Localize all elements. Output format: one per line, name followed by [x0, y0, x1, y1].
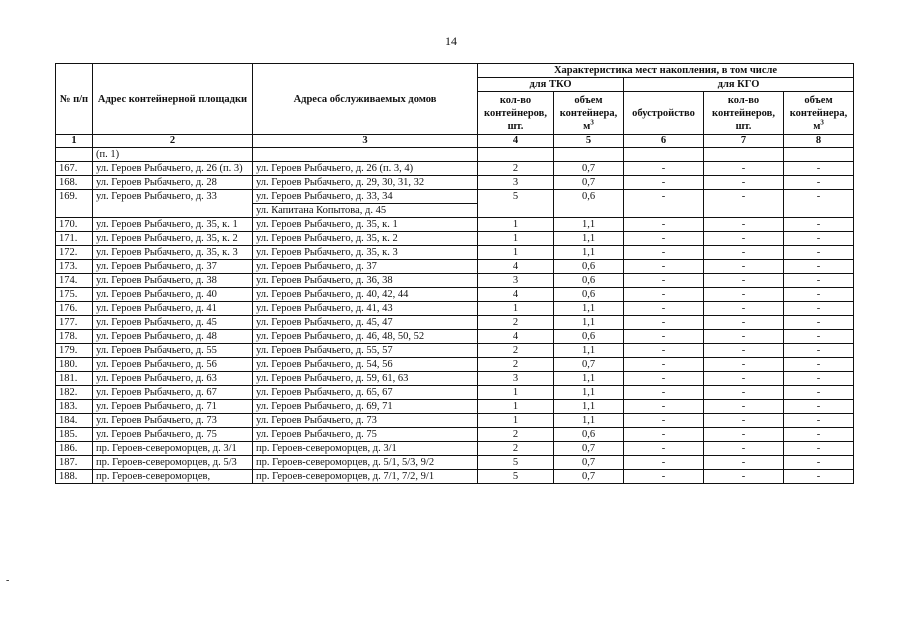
served-house-line: ул. Героев Рыбачьего, д. 73 [256, 415, 377, 426]
served-houses [253, 358, 478, 372]
tko-count: 1 [478, 232, 554, 246]
served-house-line: ул. Героев Рыбачьего, д. 65, 67 [256, 387, 393, 398]
equipment: - [624, 274, 704, 288]
kgo-volume: - [784, 330, 854, 344]
kgo-volume: - [784, 386, 854, 400]
equipment: - [624, 386, 704, 400]
kgo-count: - [704, 442, 784, 456]
served-house-line: ул. Героев Рыбачьего, д. 40, 42, 44 [256, 289, 409, 300]
kgo-volume: - [784, 470, 854, 484]
row-number: 180. [56, 358, 93, 372]
tko-volume: 1,1 [554, 386, 624, 400]
table-row [56, 232, 854, 246]
tko-count: 2 [478, 428, 554, 442]
column-index-cell: 6 [624, 135, 704, 148]
served-houses [253, 456, 478, 470]
tko-count: 1 [478, 386, 554, 400]
site-address: ул. Героев Рыбачьего, д. 35, к. 2 [93, 232, 253, 246]
equipment: - [624, 358, 704, 372]
served-houses [253, 246, 478, 260]
tko-volume: 1,1 [554, 372, 624, 386]
tko-volume: 1,1 [554, 344, 624, 358]
tko-count: 2 [478, 344, 554, 358]
tko-count: 1 [478, 302, 554, 316]
served-house-line: ул. Героев Рыбачьего, д. 45, 47 [256, 317, 393, 328]
row-number: 179. [56, 344, 93, 358]
served-house-line: пр. Героев-североморцев, д. 3/1 [256, 443, 397, 454]
tko-count: 5 [478, 470, 554, 484]
equipment: - [624, 400, 704, 414]
row-number: 188. [56, 470, 93, 484]
kgo-count: - [704, 246, 784, 260]
tko-volume: 0,6 [554, 260, 624, 274]
table-row [56, 176, 854, 190]
tko-volume: 1,1 [554, 414, 624, 428]
header-characteristics: Характеристика мест накопления, в том числе [478, 64, 854, 78]
served-houses [253, 428, 478, 442]
kgo-count: - [704, 414, 784, 428]
equipment: - [624, 414, 704, 428]
served-houses [253, 288, 478, 302]
kgo-count: - [704, 470, 784, 484]
table-row [56, 372, 854, 386]
tko-count: 3 [478, 372, 554, 386]
served-house-line: ул. Героев Рыбачьего, д. 41, 43 [256, 303, 393, 314]
row-number: 172. [56, 246, 93, 260]
tko-count: 1 [478, 400, 554, 414]
tko-volume: 0,7 [554, 470, 624, 484]
continuation-text: (п. 1) [93, 148, 253, 162]
header-address: Адрес контейнерной площадки [93, 64, 253, 135]
table-row [56, 470, 854, 484]
header-tko-count: кол-во контейнеров, шт. [478, 92, 554, 135]
tko-volume: 0,7 [554, 456, 624, 470]
equipment: - [624, 442, 704, 456]
row-number: 174. [56, 274, 93, 288]
column-index-cell: 3 [253, 135, 478, 148]
row-number: 167. [56, 162, 93, 176]
table-row [56, 274, 854, 288]
table-row [56, 344, 854, 358]
header-kgo: для КГО [624, 78, 854, 92]
site-address: ул. Героев Рыбачьего, д. 63 [93, 372, 253, 386]
tko-volume: 1,1 [554, 400, 624, 414]
tko-volume: 0,7 [554, 176, 624, 190]
header-num: № п/п [56, 64, 93, 135]
kgo-count: - [704, 162, 784, 176]
column-index-cell: 2 [93, 135, 253, 148]
site-address: ул. Героев Рыбачьего, д. 55 [93, 344, 253, 358]
volume-label: объем контейнера, м [789, 94, 848, 132]
kgo-count: - [704, 288, 784, 302]
tko-volume: 1,1 [554, 302, 624, 316]
table-row [56, 302, 854, 316]
served-house-line: ул. Героев Рыбачьего, д. 33, 34 [256, 191, 393, 202]
table-row [56, 316, 854, 330]
served-houses [253, 400, 478, 414]
equipment: - [624, 470, 704, 484]
tko-count: 2 [478, 358, 554, 372]
table-row [56, 288, 854, 302]
site-address: ул. Героев Рыбачьего, д. 48 [93, 330, 253, 344]
served-house-line: ул. Героев Рыбачьего, д. 55, 57 [256, 345, 393, 356]
site-address: ул. Героев Рыбачьего, д. 67 [93, 386, 253, 400]
served-house-line: ул. Героев Рыбачьего, д. 29, 30, 31, 32 [256, 177, 425, 188]
kgo-volume: - [784, 246, 854, 260]
kgo-count: - [704, 190, 784, 218]
column-index-row [56, 135, 854, 148]
kgo-count: - [704, 400, 784, 414]
served-house-line: пр. Героев-североморцев, д. 5/1, 5/3, 9/2 [256, 457, 435, 468]
kgo-count: - [704, 358, 784, 372]
tko-count: 4 [478, 330, 554, 344]
volume-unit-sup: 3 [820, 118, 824, 126]
tko-volume: 1,1 [554, 232, 624, 246]
tko-count: 2 [478, 442, 554, 456]
tko-volume: 0,7 [554, 162, 624, 176]
kgo-volume: - [784, 218, 854, 232]
row-number: 169. [56, 190, 93, 218]
served-house-line: ул. Героев Рыбачьего, д. 59, 61, 63 [256, 373, 409, 384]
volume-label: объем контейнера, м [559, 94, 618, 132]
table-row [56, 330, 854, 344]
kgo-count: - [704, 386, 784, 400]
site-address: ул. Героев Рыбачьего, д. 38 [93, 274, 253, 288]
served-houses [253, 260, 478, 274]
tko-count: 3 [478, 274, 554, 288]
site-address: ул. Героев Рыбачьего, д. 56 [93, 358, 253, 372]
kgo-volume: - [784, 260, 854, 274]
equipment: - [624, 176, 704, 190]
equipment: - [624, 456, 704, 470]
site-address: ул. Героев Рыбачьего, д. 26 (п. 3) [93, 162, 253, 176]
tko-count: 1 [478, 218, 554, 232]
served-house-line: пр. Героев-североморцев, д. 7/1, 7/2, 9/1 [256, 471, 435, 482]
equipment: - [624, 428, 704, 442]
kgo-count: - [704, 176, 784, 190]
site-address: пр. Героев-североморцев, д. 3/1 [93, 442, 253, 456]
equipment: - [624, 260, 704, 274]
kgo-count: - [704, 330, 784, 344]
served-houses [253, 162, 478, 176]
equipment: - [624, 372, 704, 386]
tko-volume: 0,6 [554, 330, 624, 344]
site-address: ул. Героев Рыбачьего, д. 40 [93, 288, 253, 302]
site-address: ул. Героев Рыбачьего, д. 33 [93, 190, 253, 218]
table-body [56, 148, 854, 484]
kgo-volume: - [784, 288, 854, 302]
equipment: - [624, 302, 704, 316]
served-houses [253, 190, 478, 218]
served-houses [253, 470, 478, 484]
served-houses [253, 330, 478, 344]
site-address: ул. Героев Рыбачьего, д. 35, к. 3 [93, 246, 253, 260]
served-house-line: ул. Героев Рыбачьего, д. 69, 71 [256, 401, 393, 412]
site-address: ул. Героев Рыбачьего, д. 28 [93, 176, 253, 190]
kgo-volume: - [784, 190, 854, 218]
kgo-volume: - [784, 428, 854, 442]
served-house-line: ул. Героев Рыбачьего, д. 26 (п. 3, 4) [256, 163, 414, 174]
table-row [56, 456, 854, 470]
row-number: 182. [56, 386, 93, 400]
row-number: 183. [56, 400, 93, 414]
table-row [56, 260, 854, 274]
served-house-line: ул. Героев Рыбачьего, д. 35, к. 1 [256, 219, 398, 230]
table-row [56, 190, 854, 218]
container-sites-table [55, 63, 854, 484]
tko-count: 3 [478, 176, 554, 190]
served-houses [253, 414, 478, 428]
row-number: 187. [56, 456, 93, 470]
site-address: ул. Героев Рыбачьего, д. 75 [93, 428, 253, 442]
tko-volume: 0,6 [554, 288, 624, 302]
kgo-count: - [704, 302, 784, 316]
kgo-count: - [704, 232, 784, 246]
table-row [56, 162, 854, 176]
column-index-cell: 4 [478, 135, 554, 148]
site-address: ул. Героев Рыбачьего, д. 71 [93, 400, 253, 414]
served-houses [253, 372, 478, 386]
kgo-volume: - [784, 176, 854, 190]
column-index-cell: 7 [704, 135, 784, 148]
row-number: 184. [56, 414, 93, 428]
served-house-line: ул. Героев Рыбачьего, д. 35, к. 3 [256, 247, 398, 258]
kgo-volume: - [784, 358, 854, 372]
kgo-count: - [704, 274, 784, 288]
table-row [56, 386, 854, 400]
kgo-volume: - [784, 400, 854, 414]
tko-count: 4 [478, 288, 554, 302]
kgo-volume: - [784, 442, 854, 456]
row-number: 177. [56, 316, 93, 330]
header-kgo-volume [784, 92, 854, 135]
equipment: - [624, 316, 704, 330]
table-row [56, 358, 854, 372]
equipment: - [624, 232, 704, 246]
served-house-line: ул. Капитана Копытова, д. 45 [253, 203, 477, 217]
edge-mark: - [6, 575, 10, 586]
equipment: - [624, 162, 704, 176]
row-number: 168. [56, 176, 93, 190]
page-number: 14 [445, 34, 457, 48]
table-row [56, 414, 854, 428]
tko-volume: 1,1 [554, 316, 624, 330]
volume-unit-sup: 3 [590, 118, 594, 126]
tko-volume: 1,1 [554, 246, 624, 260]
equipment: - [624, 288, 704, 302]
kgo-volume: - [784, 372, 854, 386]
kgo-volume: - [784, 162, 854, 176]
tko-count: 4 [478, 260, 554, 274]
tko-volume: 0,6 [554, 428, 624, 442]
served-houses [253, 344, 478, 358]
served-house-line: ул. Героев Рыбачьего, д. 54, 56 [256, 359, 393, 370]
served-house-line: ул. Героев Рыбачьего, д. 35, к. 2 [256, 233, 398, 244]
row-number: 176. [56, 302, 93, 316]
served-houses [253, 302, 478, 316]
table-row [56, 442, 854, 456]
row-number: 171. [56, 232, 93, 246]
served-houses [253, 176, 478, 190]
site-address: ул. Героев Рыбачьего, д. 41 [93, 302, 253, 316]
table-row [56, 428, 854, 442]
table-row [56, 218, 854, 232]
row-number: 170. [56, 218, 93, 232]
equipment: - [624, 330, 704, 344]
tko-count: 1 [478, 246, 554, 260]
kgo-volume: - [784, 302, 854, 316]
kgo-count: - [704, 316, 784, 330]
column-index-cell: 5 [554, 135, 624, 148]
header-houses: Адреса обслуживаемых домов [253, 64, 478, 135]
kgo-volume: - [784, 316, 854, 330]
kgo-volume: - [784, 344, 854, 358]
site-address: ул. Героев Рыбачьего, д. 37 [93, 260, 253, 274]
equipment: - [624, 190, 704, 218]
kgo-volume: - [784, 414, 854, 428]
site-address: пр. Героев-североморцев, д. 5/3 [93, 456, 253, 470]
row-number: 173. [56, 260, 93, 274]
served-houses [253, 218, 478, 232]
tko-count: 5 [478, 190, 554, 218]
header-equipment: обустройство [624, 92, 704, 135]
equipment: - [624, 344, 704, 358]
kgo-count: - [704, 344, 784, 358]
kgo-count: - [704, 372, 784, 386]
header-kgo-count: кол-во контейнеров, шт. [704, 92, 784, 135]
kgo-count: - [704, 428, 784, 442]
kgo-count: - [704, 218, 784, 232]
tko-volume: 0,7 [554, 358, 624, 372]
served-house-line: ул. Героев Рыбачьего, д. 75 [256, 429, 377, 440]
site-address: ул. Героев Рыбачьего, д. 73 [93, 414, 253, 428]
table-row [56, 400, 854, 414]
tko-volume: 0,6 [554, 190, 624, 218]
served-houses [253, 232, 478, 246]
kgo-volume: - [784, 232, 854, 246]
tko-count: 2 [478, 316, 554, 330]
served-houses [253, 442, 478, 456]
equipment: - [624, 246, 704, 260]
site-address: ул. Героев Рыбачьего, д. 35, к. 1 [93, 218, 253, 232]
served-house-line: ул. Героев Рыбачьего, д. 37 [256, 261, 377, 272]
served-houses [253, 316, 478, 330]
kgo-volume: - [784, 456, 854, 470]
header-tko-volume [554, 92, 624, 135]
site-address: ул. Героев Рыбачьего, д. 45 [93, 316, 253, 330]
tko-volume: 0,6 [554, 274, 624, 288]
tko-volume: 1,1 [554, 218, 624, 232]
served-houses [253, 274, 478, 288]
row-number: 175. [56, 288, 93, 302]
equipment: - [624, 218, 704, 232]
tko-count: 2 [478, 162, 554, 176]
tko-count: 1 [478, 414, 554, 428]
served-houses [253, 386, 478, 400]
column-index-cell: 8 [784, 135, 854, 148]
tko-volume: 0,7 [554, 442, 624, 456]
header-tko: для ТКО [478, 78, 624, 92]
site-address: пр. Героев-североморцев, [93, 470, 253, 484]
continuation-row [56, 148, 854, 162]
tko-count: 5 [478, 456, 554, 470]
column-index-cell: 1 [56, 135, 93, 148]
row-number: 186. [56, 442, 93, 456]
kgo-count: - [704, 456, 784, 470]
row-number: 178. [56, 330, 93, 344]
row-number: 185. [56, 428, 93, 442]
served-house-line: ул. Героев Рыбачьего, д. 46, 48, 50, 52 [256, 331, 425, 342]
served-house-line: ул. Героев Рыбачьего, д. 36, 38 [256, 275, 393, 286]
kgo-count: - [704, 260, 784, 274]
kgo-volume: - [784, 274, 854, 288]
table-row [56, 246, 854, 260]
row-number: 181. [56, 372, 93, 386]
